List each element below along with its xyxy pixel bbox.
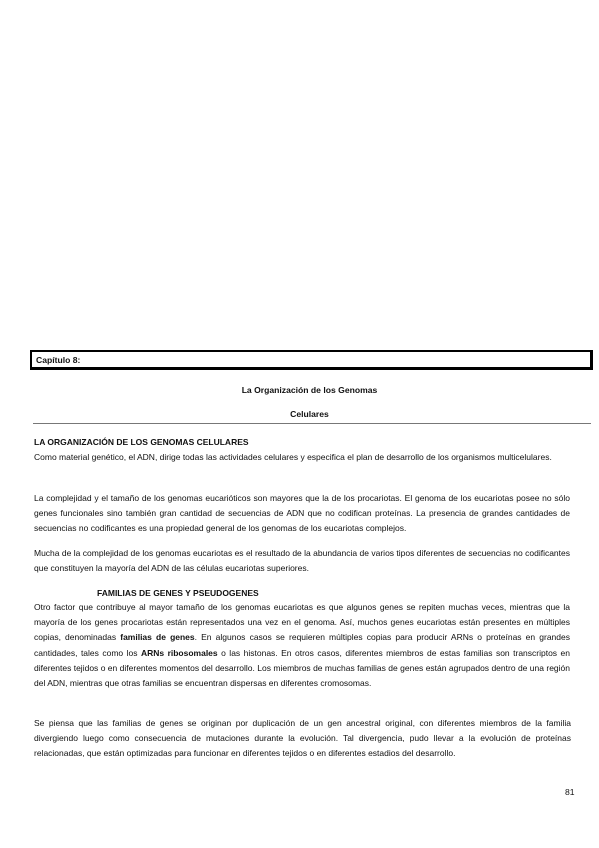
paragraph-gene-families — [34, 600, 570, 691]
gene-families-text-3: o las histonas. En otros casos, diferentes miembros de estas familias son transcriptos en diferentes tejidos o en diferentes momentos del desarrollo. Los miembros de muchas familias de genes están agrupados dentro de una región del ADN, mientras que otras familias se encuentran dispersas en diferentes cromosomas. — [34, 647, 570, 689]
paragraph-gene-duplication: Se piensa que las familias de genes se originan por duplicación de un gen ancestral original, con diferentes miembros de la familia divergiendo luego como consecuencia de mutaciones durante la evolución. Tal divergencia, pudo llevar a la evolución de proteínas relacionadas, que están optimizadas para funcionar en diferentes tejidos o en diferentes estadios del desarrollo. — [34, 718, 571, 759]
paragraph-genome-complexity: La complejidad y el tamaño de los genomas eucarióticos son mayores que la de los procariotas. El genoma de los eucariotas posee no sólo genes funcionales sino también gran cantidad de secuencias de ADN que no codifican proteínas. La presencia de grandes cantidades de secuencias no codificantes es una propiedad general de los genomas de los eucariotas complejos. — [34, 493, 570, 534]
paragraph-noncoding-sequences: Mucha de la complejidad de los genomas eucariotas es el resultado de la abundancia de varios tipos diferentes de secuencias no codificantes que constituyen la mayoría del ADN de las células eucariotas superiores. — [34, 548, 570, 574]
gene-families-text-1: Otro factor que contribuye al mayor tamaño de los genomas eucariotas es que algunos genes se repiten muchas veces, mientras que la mayoría de los genes procariotas están representados una vez en el genoma. Así, muchos genes eucariotas están presentes en múltiples copias, denominadas — [34, 602, 570, 643]
page-title-line-1: La Organización de los Genomas — [241, 385, 378, 395]
section-heading-gene-families: FAMILIAS DE GENES Y PSEUDOGENES — [97, 588, 259, 598]
paragraph-genetic-material: Como material genético, el ADN, dirige todas las actividades celulares y especifica el plan de desarrollo de los organismos multicelulares. — [34, 452, 552, 462]
gene-families-text-2: . En algunos casos se requieren múltiples copias para producir ARNs o proteínas en grandes cantidades, tales como los — [34, 632, 570, 658]
chapter-label: Capítulo 8: — [36, 355, 81, 365]
title-divider — [33, 423, 591, 424]
page-title-line-2: Celulares — [290, 409, 329, 419]
chapter-header-box — [30, 350, 593, 370]
term-gene-families: familias de genes — [120, 632, 195, 643]
section-heading-genome-organization: LA ORGANIZACIÓN DE LOS GENOMAS CELULARES — [34, 437, 249, 447]
page-number: 81 — [565, 787, 575, 797]
term-ribosomal-rna: ARNs ribosomales — [140, 647, 218, 658]
